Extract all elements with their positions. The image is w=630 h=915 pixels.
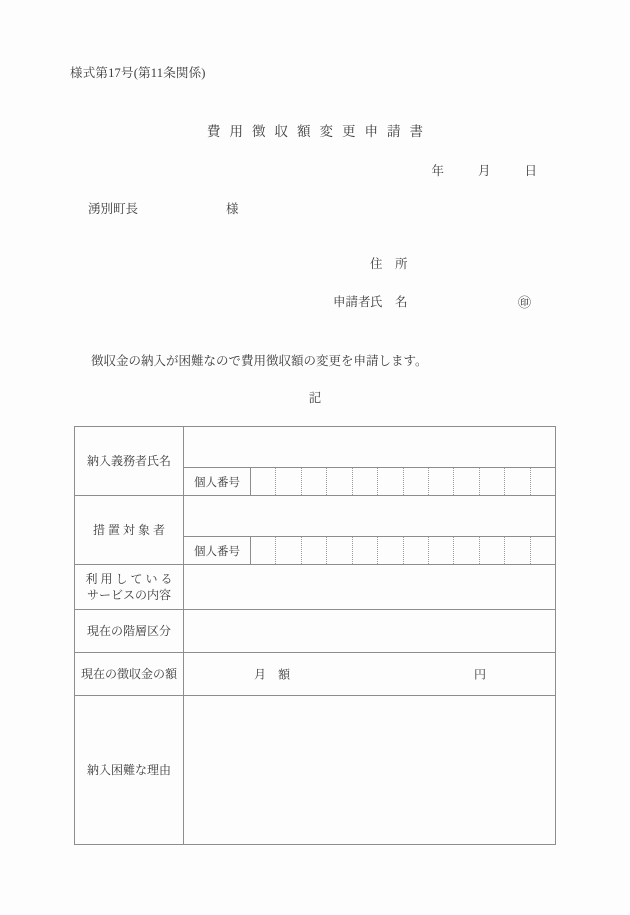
table-row [75, 610, 556, 653]
digit-cell[interactable] [353, 468, 378, 495]
date-line [0, 161, 630, 179]
row-label-service-content: 利 用 し て い る サービスの内容 [75, 565, 184, 610]
row-value-target-person[interactable] [184, 496, 556, 537]
digit-cell[interactable] [505, 468, 530, 495]
application-details-table [74, 426, 556, 845]
row-value-current-amount[interactable] [184, 653, 556, 696]
mynumber-digits-target[interactable] [251, 537, 556, 564]
digit-cell[interactable] [531, 468, 555, 495]
page-title: 費用徴収額変更申請書 [207, 124, 432, 139]
addressee [88, 199, 239, 217]
row-value-payer-name[interactable] [184, 427, 556, 468]
row-label-current-tier: 現在の階層区分 [75, 610, 184, 653]
digit-cell[interactable] [302, 468, 327, 495]
digit-cell[interactable] [531, 537, 555, 564]
date-month-label: 月 [477, 164, 491, 178]
applicant-address-label: 住 所 [370, 257, 408, 271]
addressee-honorific: 様 [226, 202, 239, 216]
payer-mynumber-cell [184, 468, 556, 496]
mynumber-digits-payer[interactable] [251, 468, 556, 495]
digit-cell[interactable] [353, 537, 378, 564]
digit-cell[interactable] [404, 468, 429, 495]
row-value-reason[interactable] [184, 696, 556, 845]
date-day-label: 日 [524, 164, 537, 178]
digit-cell[interactable] [251, 537, 276, 564]
digit-cell[interactable] [378, 537, 403, 564]
row-label-current-amount: 現在の徴収金の額 [75, 653, 184, 696]
digit-cell[interactable] [505, 537, 530, 564]
ki-marker: 記 [308, 391, 322, 405]
target-mynumber-cell [184, 537, 556, 565]
table-row [75, 565, 556, 610]
table-row [75, 696, 556, 845]
row-value-service-content[interactable] [184, 565, 556, 610]
applicant-name-label: 氏 名 [370, 295, 408, 309]
digit-cell[interactable] [276, 537, 301, 564]
digit-cell[interactable] [276, 468, 301, 495]
digit-cell[interactable] [302, 537, 327, 564]
seal-icon: ㊞ [518, 295, 532, 310]
form-code: 様式第17号(第11条関係) [70, 66, 206, 80]
monthly-amount-label: 月 額 [254, 667, 291, 682]
digit-cell[interactable] [429, 468, 454, 495]
digit-cell[interactable] [429, 537, 454, 564]
digit-cell[interactable] [454, 537, 479, 564]
applicant-label: 申請者 [333, 295, 371, 309]
digit-cell[interactable] [251, 468, 276, 495]
mynumber-label-target: 個人番号 [184, 537, 251, 564]
digit-cell[interactable] [378, 468, 403, 495]
row-label-target-person: 措 置 対 象 者 [75, 496, 184, 565]
table-row [75, 427, 556, 468]
digit-cell[interactable] [327, 537, 352, 564]
digit-cell[interactable] [454, 468, 479, 495]
table-row [75, 496, 556, 537]
row-value-current-tier[interactable] [184, 610, 556, 653]
row-label-reason: 納入困難な理由 [75, 696, 184, 845]
digit-cell[interactable] [404, 537, 429, 564]
digit-cell[interactable] [480, 537, 505, 564]
row-label-payer-name: 納入義務者氏名 [75, 427, 184, 496]
table-row [75, 653, 556, 696]
statement-text: 徴収金の納入が困難なので費用徴収額の変更を申請します。 [91, 354, 428, 368]
mynumber-label-payer: 個人番号 [184, 468, 251, 495]
addressee-recipient: 湧別町長 [88, 202, 139, 216]
digit-cell[interactable] [327, 468, 352, 495]
digit-cell[interactable] [480, 468, 505, 495]
date-year-label: 年 [431, 164, 444, 178]
currency-label: 円 [474, 667, 487, 682]
